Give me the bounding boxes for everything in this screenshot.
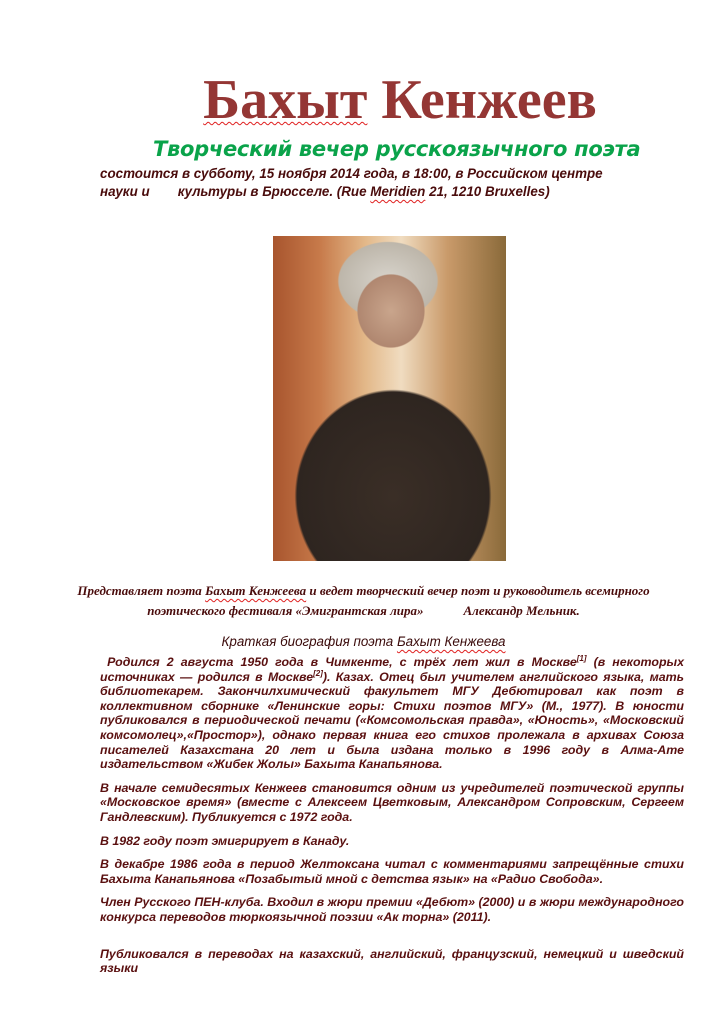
event-text: науки и (100, 184, 150, 199)
event-line-1: состоится в субботу, 15 ноября 2014 года, в 18:00, в Российском центре (100, 166, 603, 181)
intro-host-name: Александр Мельник. (463, 603, 580, 618)
bio-text: (в некоторых источниках — родился в Москве (100, 655, 684, 684)
bio-paragraph (100, 655, 684, 772)
bio-heading (0, 633, 727, 651)
biography (100, 655, 684, 976)
bio-paragraph: В начале семидесятых Кенжеев становится одним из учредителей поэтической группы «Московское время» (вместе с Алексеем Цветковым, Александром Сопровским, Сергеем Гандлевским). Публикуется с 1972 года. (100, 780, 684, 824)
event-text: культуры в Брюсселе. (Rue (177, 184, 367, 199)
intro-text: Представляет поэта (77, 583, 202, 598)
title-last-name: Кенжеев (381, 69, 597, 131)
bio-heading-text: Краткая биография поэта (221, 634, 394, 649)
bio-text: Родился 2 августа 1950 года в Чимкенте, с трёх лет жил в Москве (107, 655, 577, 669)
bio-paragraph: В декабре 1986 года в период Желтоксана читал с комментариями запрещённые стихи Бахыта Канапьянова «Позабытый мной с детства язык» на «Радио Свобода». (100, 857, 684, 886)
intro-poet-name: Бахыт Кенжеева (205, 583, 307, 598)
bio-heading-name: Бахыт Кенжеева (396, 634, 506, 649)
title-first-name: Бахыт (203, 69, 368, 131)
bio-paragraph: Публиковался в переводах на казахский, английский, французский, немецкий и шведский языки (100, 946, 684, 976)
bio-paragraph: В 1982 году поэт эмигрирует в Канаду. (100, 833, 350, 848)
bio-paragraph: Член Русского ПЕН-клуба. Входил в жюри премии «Дебют» (2000) и в жюри международного конкурса переводов тюркоязычной поэзии «Ак торна» (2011). (100, 895, 684, 924)
intro-paragraph (64, 581, 664, 621)
event-text: 21, 1210 Bruxelles) (429, 184, 550, 199)
footnote-ref[interactable]: [2] (313, 668, 323, 678)
event-text: Meridien (370, 184, 426, 199)
footnote-ref[interactable]: [1] (576, 653, 587, 663)
subtitle: Творческий вечер русскоязычного поэта (153, 137, 641, 161)
bio-text: ). Казах. Отец был учителем английского языка, мать библиотекарем. Закончилхимический факультет МГУ Дебютировал как поэт в коллективном сборнике «Ленинские горы: Стихи поэтов МГУ» (М., 1977). В юности публиковался в периодической печати («Комсомольская правда», «Юность», «Московский комсомолец»,«Простор»), однако первая книга его стихов пролежала в архивах Союза писателей Казахстана 20 лет и была издана только в 1996 году в Алма-Ате издательством «Жибек Жолы» Бахыта Канапьянова. (100, 669, 685, 772)
intro-text: и ведет творческий вечер поэт и руководитель всемирного поэтического фестиваля «Эмигрантская лира» (147, 583, 650, 618)
